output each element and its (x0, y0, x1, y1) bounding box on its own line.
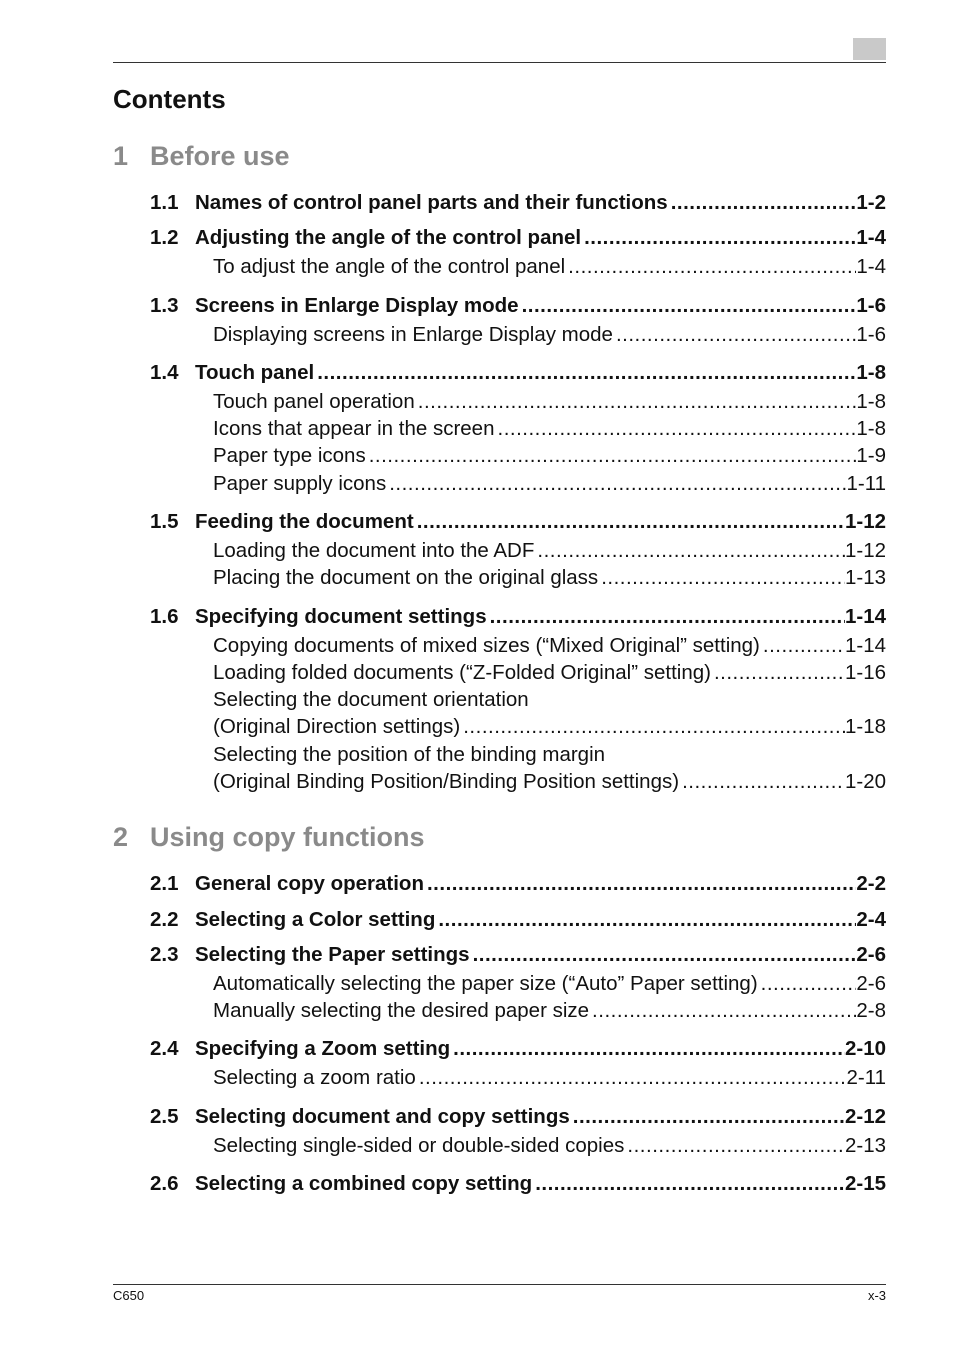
section-number: 2.6 (150, 1172, 179, 1195)
dot-leader (760, 634, 845, 658)
chapter-heading (113, 141, 290, 172)
subsection-title-line1: Selecting the position of the binding margin (213, 743, 606, 766)
dot-leader (589, 999, 856, 1023)
toc-entry-subsection[interactable] (213, 1134, 886, 1158)
toc-entry-subsection[interactable] (213, 770, 886, 794)
toc-entry-section[interactable] (150, 510, 886, 534)
page-ref: 1-11 (846, 472, 886, 495)
toc-entry-subsection[interactable] (213, 417, 886, 441)
dot-leader (668, 191, 857, 215)
section-title: Feeding the document (195, 510, 414, 533)
toc-entry-subsection[interactable] (213, 972, 886, 996)
page-ref: 2-15 (844, 1172, 886, 1195)
toc-entry-section[interactable] (150, 226, 886, 250)
page-ref: 2-4 (856, 908, 886, 931)
dot-leader (613, 323, 856, 347)
dot-leader (624, 1134, 845, 1158)
page-ref: 1-8 (856, 361, 886, 384)
dot-leader (495, 417, 857, 441)
subsection-title: Loading the document into the ADF (213, 539, 535, 562)
page-title: Contents (113, 84, 226, 114)
toc-entry-subsection[interactable] (213, 566, 886, 590)
dot-leader (534, 539, 845, 563)
subsection-title: Selecting a zoom ratio (213, 1066, 416, 1089)
page-ref: 1-2 (856, 191, 886, 214)
dot-leader (532, 1172, 845, 1196)
dot-leader (460, 715, 845, 739)
section-title: Selecting a Color setting (195, 908, 436, 931)
page-ref: 2-11 (846, 1066, 886, 1089)
subsection-title: (Original Direction settings) (213, 715, 461, 738)
subsection-title: Displaying screens in Enlarge Display mode (213, 323, 613, 346)
page-ref: 1-8 (856, 390, 886, 413)
page-ref: 1-6 (856, 323, 886, 346)
section-title: Adjusting the angle of the control panel (195, 226, 582, 249)
dot-leader (450, 1037, 845, 1061)
toc-entry-subsection[interactable] (213, 999, 886, 1023)
page-ref: 2-10 (844, 1037, 886, 1060)
toc-entry-section[interactable] (150, 361, 886, 385)
section-number: 2.2 (150, 908, 179, 931)
toc-entry-subsection[interactable] (213, 715, 886, 739)
page-ref: 1-14 (844, 634, 886, 657)
page-ref: 2-6 (856, 972, 886, 995)
dot-leader (435, 908, 856, 932)
section-number: 2.5 (150, 1105, 179, 1128)
dot-leader (581, 226, 856, 250)
chapter-number: 2 (113, 822, 129, 852)
dot-leader (366, 444, 857, 468)
page-ref: 2-12 (844, 1105, 886, 1128)
subsection-title: Loading folded documents (“Z-Folded Original” setting) (213, 661, 711, 684)
dot-leader (758, 972, 857, 996)
section-title: Specifying a Zoom setting (195, 1037, 451, 1060)
subsection-title: (Original Binding Position/Binding Position settings) (213, 770, 680, 793)
page-ref: 2-6 (856, 943, 886, 966)
section-number: 2.3 (150, 943, 179, 966)
section-title: Specifying document settings (195, 605, 487, 628)
section-title: Names of control panel parts and their functions (195, 191, 668, 214)
toc-entry-section[interactable] (150, 191, 886, 215)
dot-leader (565, 255, 856, 279)
subsection-title: Manually selecting the desired paper size (213, 999, 590, 1022)
section-number: 1.4 (150, 361, 179, 384)
dot-leader (598, 566, 845, 590)
toc-entry-subsection[interactable] (213, 444, 886, 468)
section-title: General copy operation (195, 872, 424, 895)
toc-entry-section[interactable] (150, 294, 886, 318)
toc-entry-section[interactable] (150, 872, 886, 896)
page-ref: 1-12 (844, 539, 886, 562)
section-number: 1.3 (150, 294, 179, 317)
header-rule (113, 62, 886, 63)
toc-entry-section[interactable] (150, 943, 886, 967)
dot-leader (711, 661, 845, 685)
footer-page-number: x-3 (867, 1288, 886, 1303)
dot-leader (470, 943, 857, 967)
subsection-title: Automatically selecting the paper size (“Auto” Paper setting) (213, 972, 758, 995)
page-ref: 1-4 (856, 226, 886, 249)
footer-model: C650 (113, 1288, 145, 1303)
subsection-title: To adjust the angle of the control panel (213, 255, 566, 278)
subsection-title-line1: Selecting the document orientation (213, 688, 529, 711)
dot-leader (414, 510, 845, 534)
page-ref: 2-8 (856, 999, 886, 1022)
toc-entry-subsection[interactable] (213, 390, 886, 414)
chapter-heading (113, 822, 425, 853)
page-ref: 1-12 (844, 510, 886, 533)
section-number: 1.2 (150, 226, 179, 249)
toc-entry-section[interactable] (150, 1172, 886, 1196)
subsection-title: Copying documents of mixed sizes (“Mixed Original” setting) (213, 634, 760, 657)
page-ref: 1-13 (844, 566, 886, 589)
page-ref: 1-8 (856, 417, 886, 440)
header-tab-marker (853, 38, 886, 60)
dot-leader (424, 872, 856, 896)
toc-entry-section[interactable] (150, 908, 886, 932)
page-ref: 2-2 (856, 872, 886, 895)
dot-leader (679, 770, 845, 794)
subsection-title: Icons that appear in the screen (213, 417, 495, 440)
section-title: Screens in Enlarge Display mode (195, 294, 519, 317)
footer-rule (113, 1284, 886, 1285)
toc-entry-subsection[interactable] (213, 323, 886, 347)
dot-leader (415, 390, 857, 414)
page-ref: 1-16 (844, 661, 886, 684)
subsection-title: Placing the document on the original glass (213, 566, 599, 589)
dot-leader (570, 1105, 845, 1129)
section-number: 1.5 (150, 510, 179, 533)
chapter-title: Before use (150, 141, 290, 171)
subsection-title: Selecting single-sided or double-sided copies (213, 1134, 625, 1157)
toc-entry-section[interactable] (150, 1037, 886, 1061)
dot-leader (519, 294, 857, 318)
subsection-title: Paper supply icons (213, 472, 387, 495)
subsection-title: Touch panel operation (213, 390, 415, 413)
section-number: 1.6 (150, 605, 179, 628)
toc-entry-subsection[interactable] (213, 255, 886, 279)
section-number: 1.1 (150, 191, 179, 214)
toc-entry-subsection[interactable] (213, 539, 886, 563)
dot-leader (314, 361, 856, 385)
toc-entry-subsection[interactable] (213, 634, 886, 658)
toc-entry-section[interactable] (150, 605, 886, 629)
dot-leader (386, 472, 846, 496)
page-ref: 1-4 (856, 255, 886, 278)
toc-entry-section[interactable] (150, 1105, 886, 1129)
section-title: Selecting document and copy settings (195, 1105, 570, 1128)
toc-entry-subsection[interactable] (213, 1066, 886, 1090)
subsection-title: Paper type icons (213, 444, 366, 467)
section-number: 2.4 (150, 1037, 179, 1060)
toc-entry-subsection[interactable] (213, 661, 886, 685)
section-title: Selecting the Paper settings (195, 943, 470, 966)
dot-leader (487, 605, 845, 629)
toc-entry-subsection[interactable] (213, 472, 886, 496)
section-title: Selecting a combined copy setting (195, 1172, 533, 1195)
page-ref: 1-14 (844, 605, 886, 628)
chapter-title: Using copy functions (150, 822, 425, 852)
page-ref: 1-20 (844, 770, 886, 793)
chapter-number: 1 (113, 141, 129, 171)
page-ref: 1-6 (856, 294, 886, 317)
dot-leader (416, 1066, 847, 1090)
page-ref: 1-18 (844, 715, 886, 738)
page-ref: 2-13 (844, 1134, 886, 1157)
section-title: Touch panel (195, 361, 315, 384)
page-ref: 1-9 (856, 444, 886, 467)
section-number: 2.1 (150, 872, 179, 895)
